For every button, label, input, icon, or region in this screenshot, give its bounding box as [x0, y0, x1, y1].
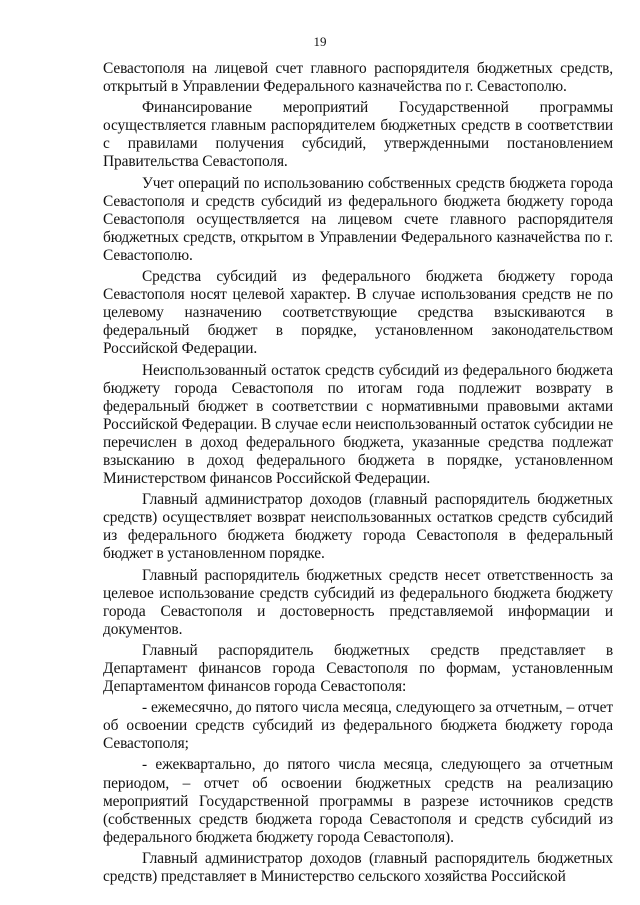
paragraph-unused-balance: Неиспользованный остаток средств субсидий из федерального бюджета бюджету города Севастополя по итогам года подлежит возврату в федеральный бюджет в соответствии с нормативными правовыми актами Российской Федерации. В случае если неиспользованный остаток субсидии не перечислен в доход федерального бюджета, указанные средства подлежат взысканию в доход федерального бюджета в порядке, установленном Министерством финансов Российской Федерации. — [103, 361, 613, 488]
paragraph-accounting: Учет операций по использованию собственных средств бюджета города Севастополя и средств субсидий из федерального бюджета бюджету города Севастополя осуществляется на лицевом счете главного распорядителя бюджетных средств, открытом в Управлении Федерального казначейства по г. Севастополю. — [103, 174, 613, 264]
paragraph-ministry-report: Главный администратор доходов (главный распорядитель бюджетных средств) представляет в Министерство сельского хозяйства Российской — [103, 849, 613, 886]
paragraph-financing: Финансирование мероприятий Государственной программы осуществляется главным распорядителем бюджетных средств в соответствии с правилами получения субсидий, утвержденными постановлением Правительства Севастополя. — [103, 99, 613, 171]
list-item-monthly-report: - ежемесячно, до пятого числа месяца, следующего за отчетным, – отчет об освоении средств субсидий из федерального бюджета бюджету города Севастополя; — [103, 699, 613, 753]
paragraph-refund: Главный администратор доходов (главный распорядитель бюджетных средств) осуществляет возврат неиспользованных остатков средств субсидий из федерального бюджета бюджету города Севастополя в федеральный бюджет в установленном порядке. — [103, 491, 613, 563]
document-body — [103, 60, 613, 889]
list-item-quarterly-report: - ежеквартально, до пятого числа месяца, следующего за отчетным периодом, – отчет об освоении бюджетных средств на реализацию мероприятий Государственной программы в разрезе источников средств (собственных средств бюджета города Севастополя и средств субсидий из федерального бюджета бюджету города Севастополя). — [103, 756, 613, 846]
paragraph-reporting: Главный распорядитель бюджетных средств представляет в Департамент финансов города Севастополя по формам, установленным Департаментом финансов города Севастополя: — [103, 641, 613, 696]
paragraph-continuation: Севастополя на лицевой счет главного распорядителя бюджетных средств, открытый в Управлении Федерального казначейства по г. Севастополю. — [103, 60, 613, 96]
paragraph-target-use: Средства субсидий из федерального бюджета бюджету города Севастополя носят целевой характер. В случае использования средств не по целевому назначению соответствующие средства взыскиваются в федеральный бюджет в порядке, установленном законодательством Российской Федерации. — [103, 268, 613, 358]
paragraph-responsibility: Главный распорядитель бюджетных средств несет ответственность за целевое использование средств субсидий из федерального бюджета бюджету города Севастополя и достоверность представляемой информации и документов. — [103, 566, 613, 638]
page-number: 19 — [313, 34, 327, 49]
